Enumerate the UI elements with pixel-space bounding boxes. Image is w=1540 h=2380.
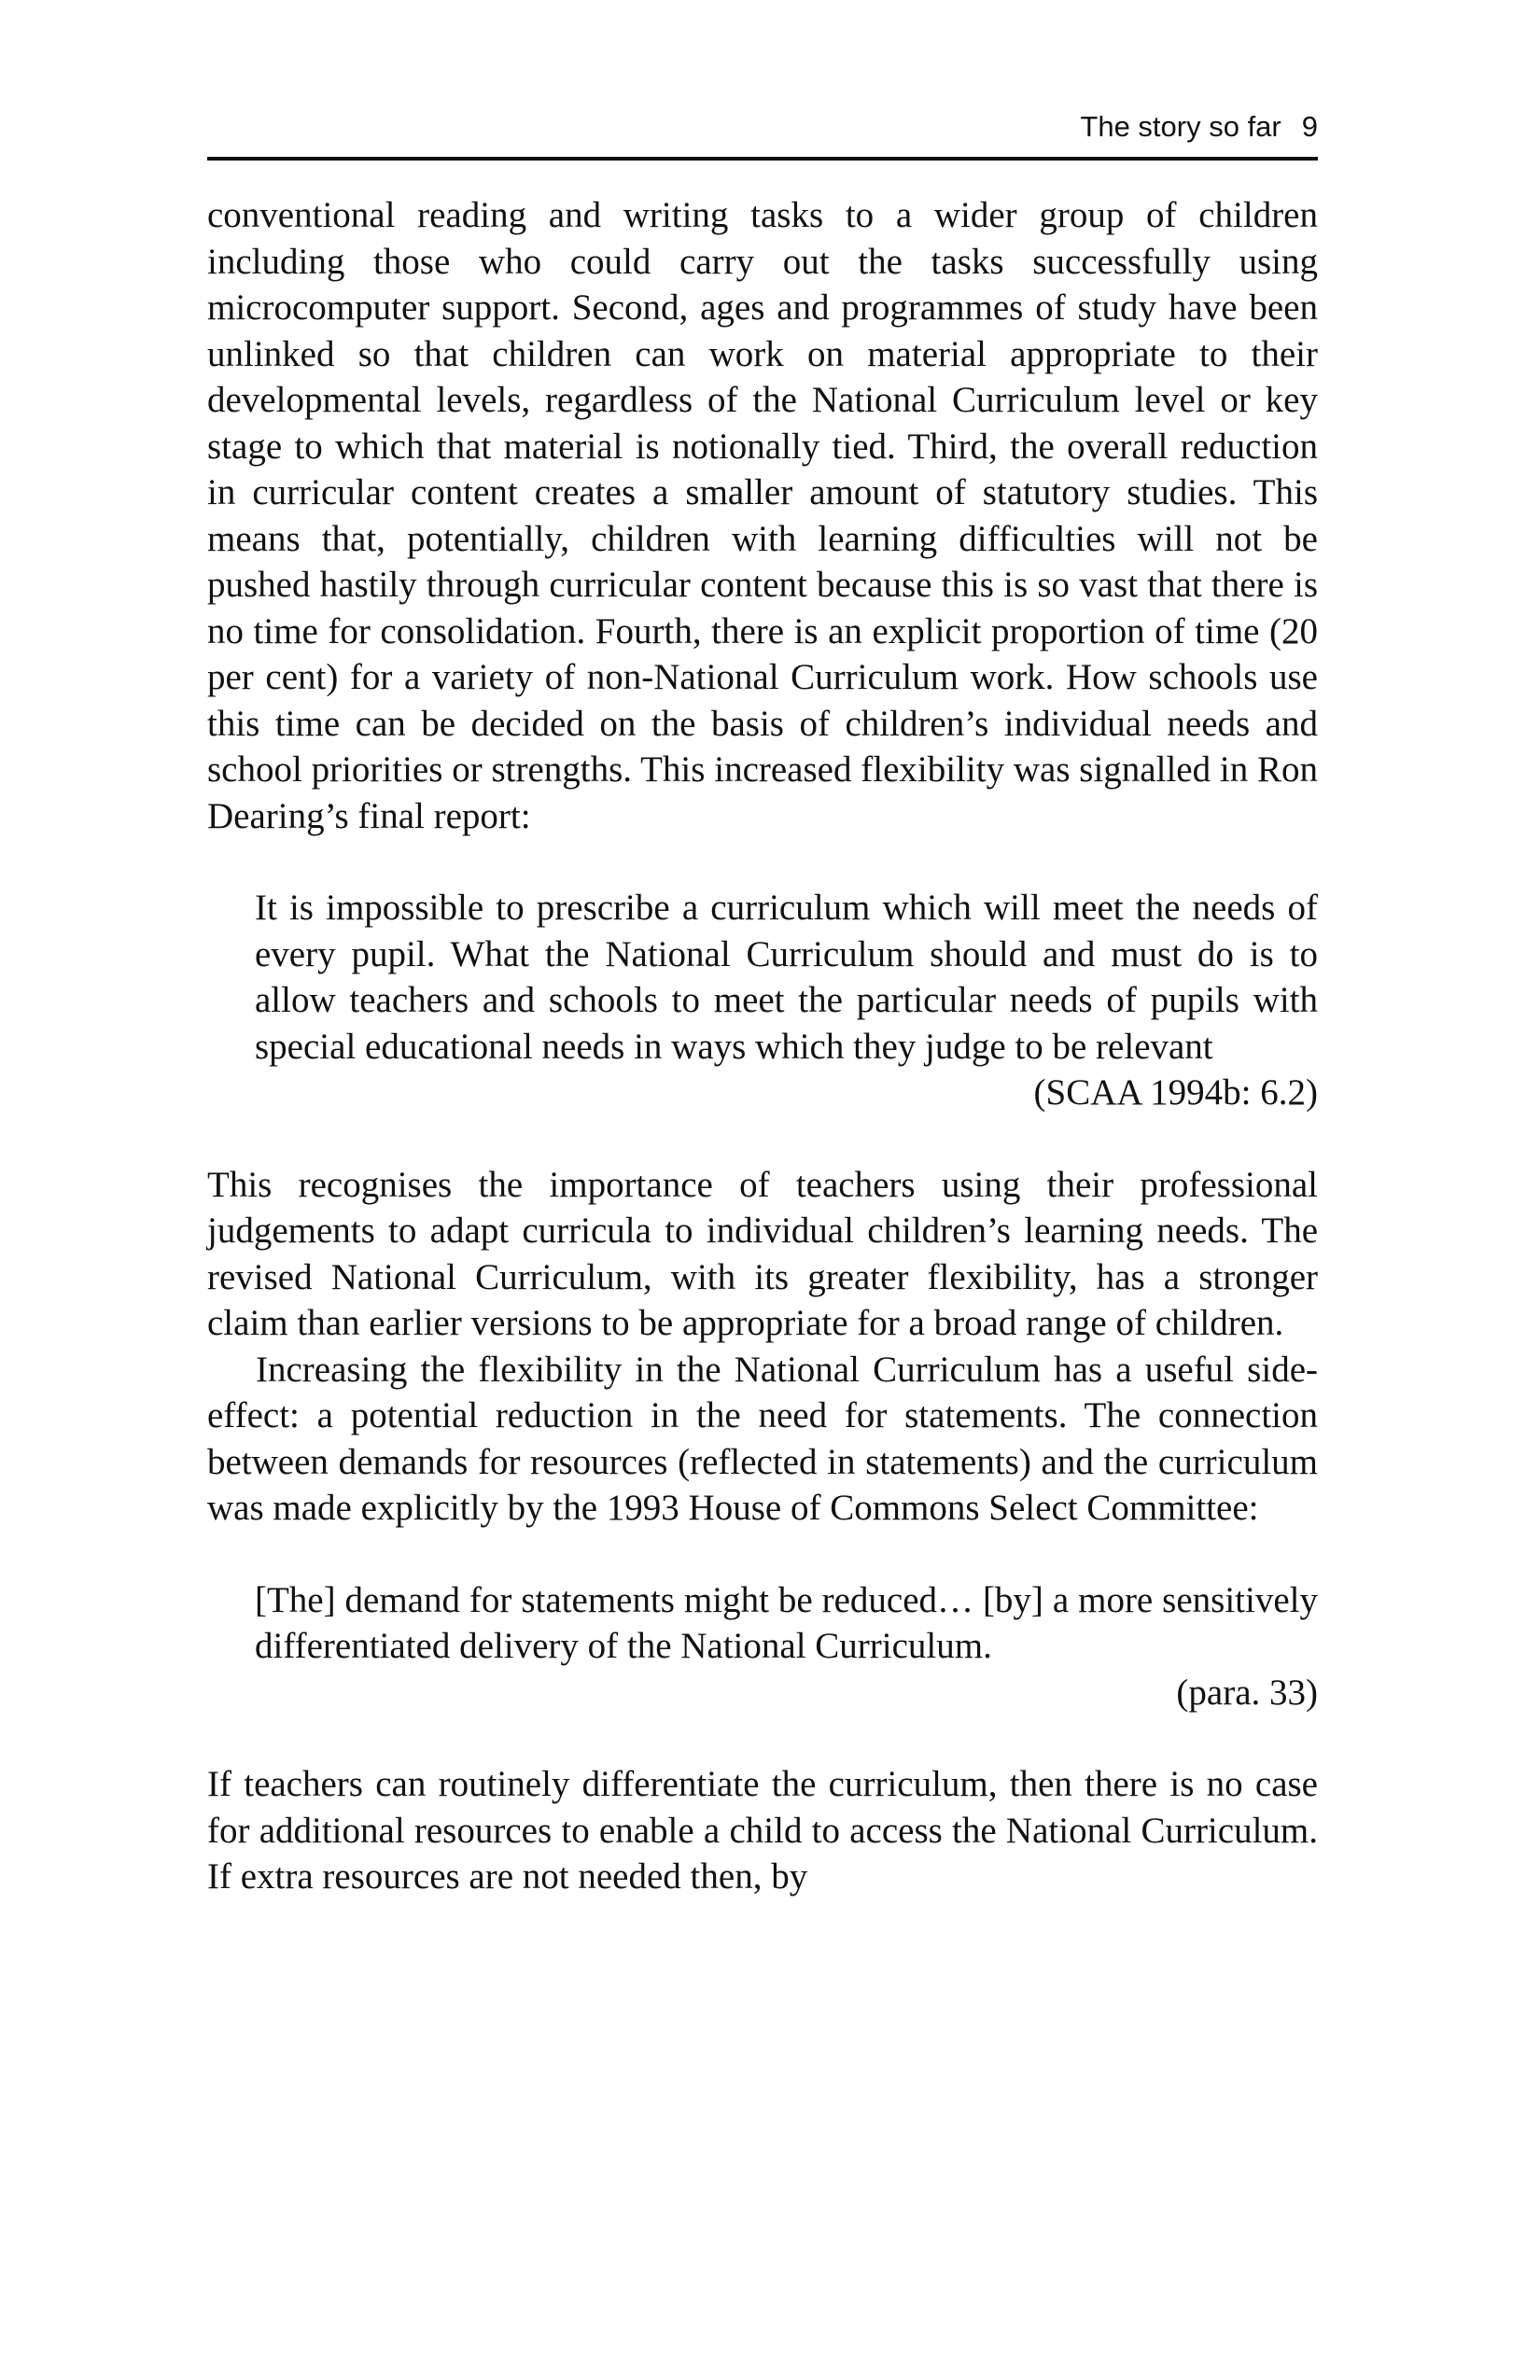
header-rule bbox=[207, 157, 1318, 161]
body-paragraph-4: If teachers can routinely differentiate the curriculum, then there is no case for additional resources to enable a child to access the National Curriculum. If extra resources are not needed then, by bbox=[207, 1764, 1318, 1897]
body-paragraph-2: This recognises the importance of teachers using their professional judgements to adapt curricula to individual children’s learning needs. The revised National Curriculum, with its greater flexibility, has a stronger claim than earlier versions to be appropriate for a broad range of children. bbox=[207, 1164, 1318, 1343]
body-paragraph-1: conventional reading and writing tasks to a wider group of children including those who could carry out the tasks successfully using microcomputer support. Second, ages and programmes of study have been unlinked so that children can work on material appropriate to their developmental levels, regardless of the National Curriculum level or key stage to which that material is notionally tied. Third, the overall reduction in curricular content creates a smaller amount of statutory studies. This means that, potentially, children with learning difficulties will not be pushed hastily through curricular content because this is so vast that there is no time for consolidation. Fourth, there is an explicit proportion of time (20 per cent) for a variety of non-National Curriculum work. How schools use this time can be decided on the basis of children’s individual needs and school priorities or strengths. This increased flexibility was signalled in Ron Dearing’s final report: bbox=[207, 195, 1318, 836]
running-header bbox=[207, 110, 1318, 151]
page-body bbox=[207, 192, 1318, 1900]
quote-2-citation: (para. 33) bbox=[1176, 1672, 1318, 1713]
quote-1-citation: (SCAA 1994b: 6.2) bbox=[1033, 1072, 1318, 1113]
block-quote-2 bbox=[255, 1577, 1318, 1716]
quote-2-text: [The] demand for statements might be reduced… [by] a more sensitively differentiated delivery of the National Curriculum. bbox=[255, 1579, 1318, 1666]
block-quote-1 bbox=[255, 885, 1318, 1116]
page-number: 9 bbox=[1301, 110, 1318, 143]
running-title: The story so far bbox=[1080, 110, 1281, 143]
quote-1-text: It is impossible to prescribe a curriculum which will meet the needs of every pupil. What the National Curriculum should and must do is to allow teachers and schools to meet the particular needs of pupils with special educational needs in ways which they judge to be relevant bbox=[255, 888, 1318, 1067]
body-paragraph-3: Increasing the flexibility in the National Curriculum has a useful side-effect: a potential reduction in the need for statements. The connection between demands for resources (reflected in statements) and the curriculum was made explicitly by the 1993 House of Commons Select Committee: bbox=[207, 1349, 1318, 1528]
